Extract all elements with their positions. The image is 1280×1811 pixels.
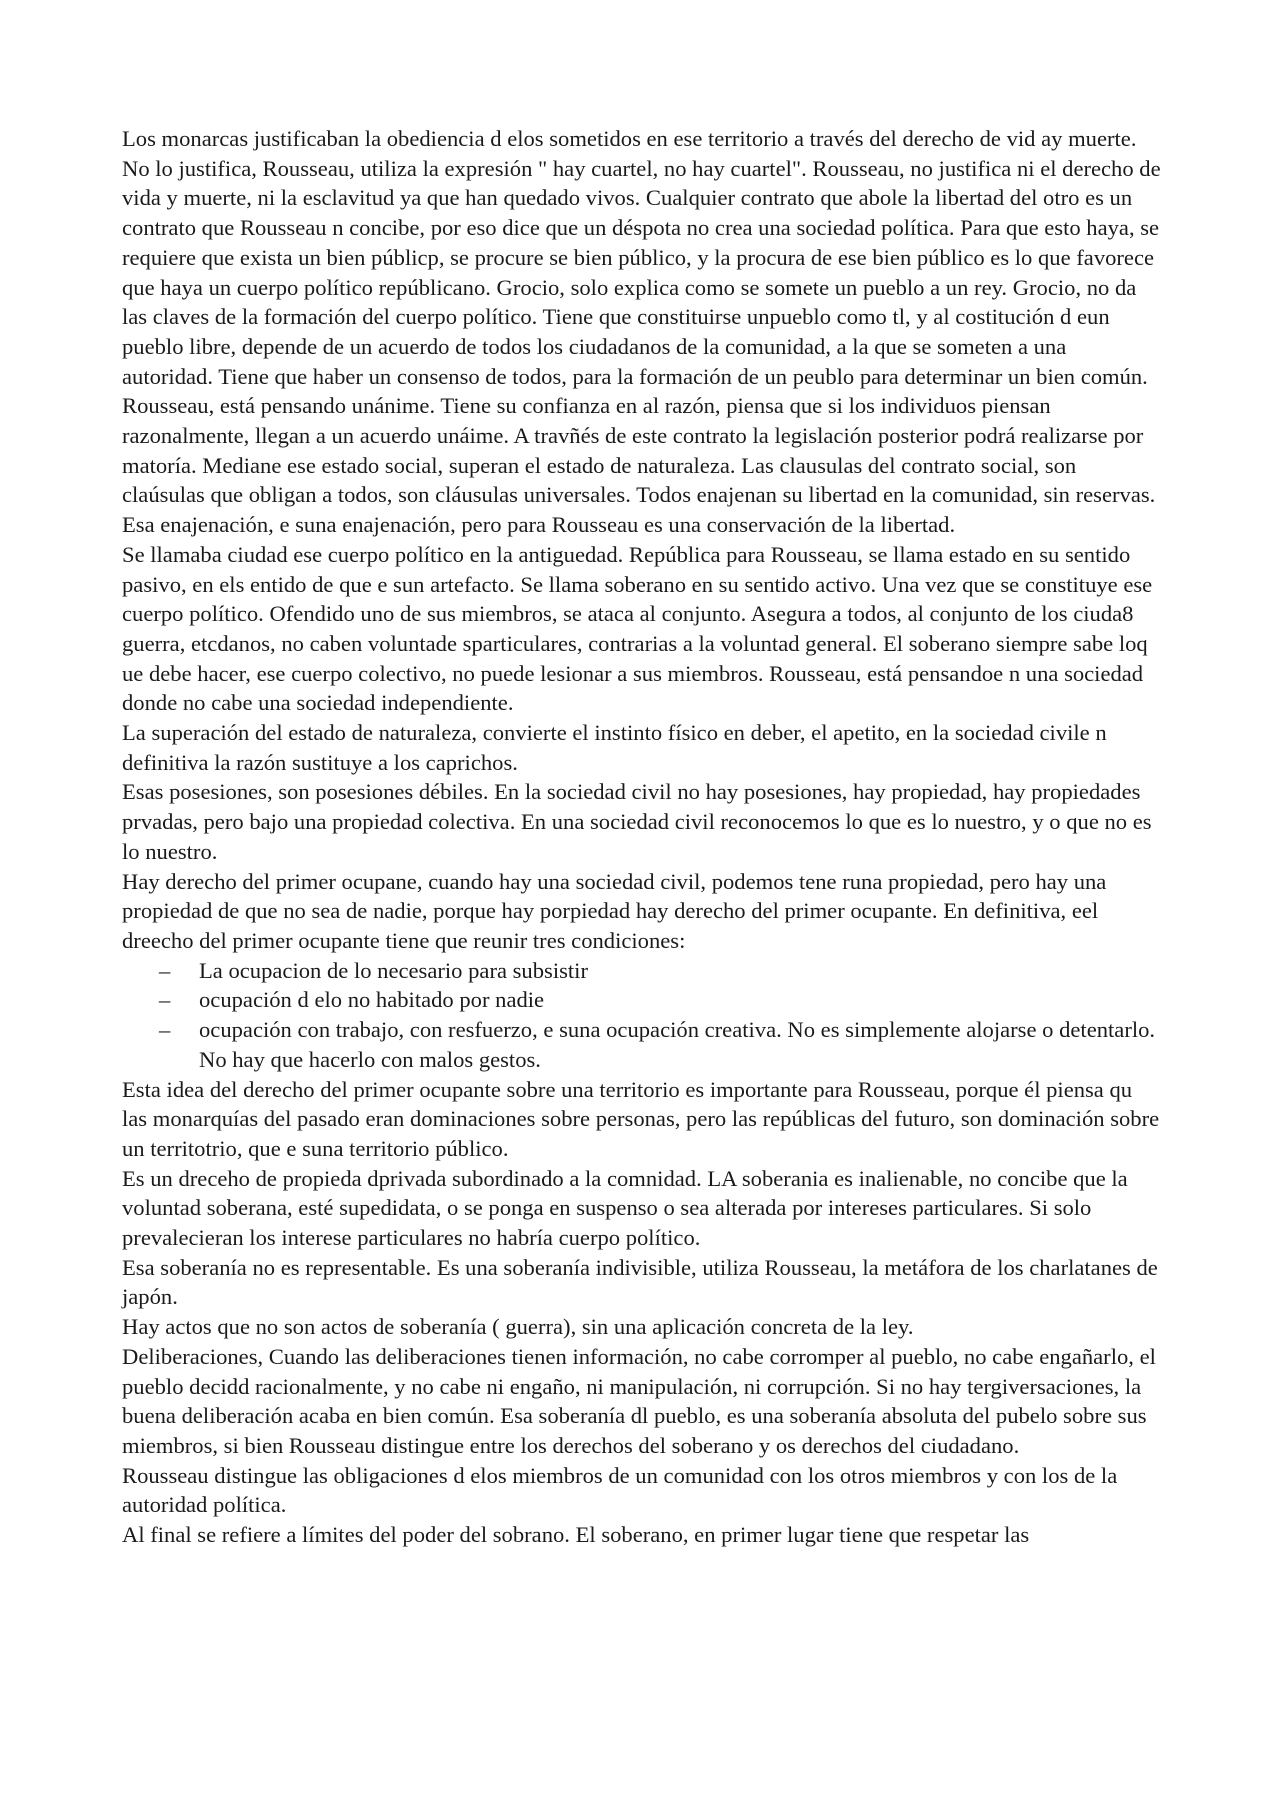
list-item: – ocupación d elo no habitado por nadie: [199, 985, 1162, 1015]
paragraph: Es un dreceho de propieda dprivada subordinado a la comnidad. LA soberania es inalienable, no concibe que la voluntad soberana, esté supedidata, o se ponga en suspenso o sea alterada por intereses particulares. Si solo prevalecieran los interese particulares no habría cuerpo político.: [122, 1165, 1128, 1251]
paragraph: Deliberaciones, Cuando las deliberaciones tienen información, no cabe corromper al pueblo, no cabe engañarlo, el pueblo decidd racionalmente, y no cabe ni engaño, ni manipulación, ni corrupción. Si no hay tergiversaciones, la buena deliberación acaba en bien común. Esa soberanía dl pueblo, es una soberanía absoluta del pubelo sobre sus miembros, si bien Rousseau distingue entre los derechos del soberano y os derechos del ciudadano.: [122, 1343, 1156, 1458]
paragraph: Esa soberanía no es representable. Es una soberanía indivisible, utiliza Rousseau, la metáfora de los charlatanes de japón.: [122, 1254, 1158, 1310]
paragraph: Al final se refiere a límites del poder del sobrano. El soberano, en primer lugar tiene que respetar las: [122, 1522, 1030, 1548]
paragraph: Se llamaba ciudad ese cuerpo político en la antiguedad. República para Rousseau, se llama estado en su sentido pasivo, en els entido de que e sun artefacto. Se llama soberano en su sentido activo. Una vez que se constituye ese cuerpo político. Ofendido uno de sus miembros, se ataca al conjunto. Asegura a todos, al conjunto de los ciuda8 guerra, etcdanos, no caben voluntade sparticulares, contrarias a la voluntad general. El soberano siempre sabe loq ue debe hacer, ese cuerpo colectivo, no puede lesionar a sus miembros. Rousseau, está pensandoe n una sociedad donde no cabe una sociedad independiente.: [122, 541, 1153, 716]
paragraph: Los monarcas justificaban la obediencia d elos sometidos en ese territorio a través del derecho de vid ay muerte. No lo justifica, Rousseau, utiliza la expresión " hay cuartel, no hay cuartel". Rousseau, no justifica ni el derecho de vida y muerte, ni la esclavitud ya que han quedado vivos. Cualquier contrato que abole la libertad del otro es un contrato que Rousseau n concibe, por eso dice que un déspota no crea una sociedad política. Para que esto haya, se requiere que exista un bien públicp, se procure se bien público, y la procura de ese bien público es lo que favorece que haya un cuerpo político repúblicano. Grocio, solo explica como se somete un pueblo a un rey. Grocio, no da las claves de la formación del cuerpo político. Tiene que constituirse unpueblo como tl, y al costitución d eun pueblo libre, depende de un acuerdo de todos los ciudadanos de la comunidad, a la que se someten a una autoridad. Tiene que haber un consenso de todos, para la formación de un peublo para determinar un bien común. Rousseau, está pensando unánime. Tiene su confianza en al razón, piensa que si los individuos piensan razonalmente, llegan a un acuerdo unáime. A travñés de este contrato la legislación posterior podrá realizarse por matoría. Mediane ese estado social, superan el estado de naturaleza. Las clausulas del contrato social, son claúsulas que obligan a todos, son cláusulas universales. Todos enajenan su libertad en la comunidad, sin reservas. Esa enajenación, e suna enajenación, pero para Rousseau es una conservación de la libertad.: [122, 126, 1161, 538]
paragraph: La superación del estado de naturaleza, convierte el instinto físico en deber, el apetito, en la sociedad civile n definitiva la razón sustituye a los caprichos.: [122, 720, 1107, 775]
document-page: [122, 124, 1162, 1550]
paragraph: Hay derecho del primer ocupane, cuando hay una sociedad civil, podemos tene runa propiedad, pero hay una propiedad de que no sea de nadie, porque hay porpiedad hay derecho del primer ocupante. En definitiva, eel dreecho del primer ocupante tiene que reunir tres condiciones:: [122, 868, 1107, 953]
conditions-list: [122, 956, 1162, 1075]
paragraph: Rousseau distingue las obligaciones d elos miembros de un comunidad con los otros miembros y con los de la autoridad política.: [122, 1462, 1118, 1518]
paragraph: Esta idea del derecho del primer ocupante sobre una territorio es importante para Rousseau, porque él piensa qu las monarquías del pasado eran dominaciones sobre personas, pero las repúblicas del futuro, son dominación sobre un territotrio, que e suna territorio público.: [122, 1076, 1160, 1161]
list-item: – ocupación con trabajo, con resfuerzo, e suna ocupación creativa. No es simplemente alojarse o detentarlo. No hay que hacerlo con malos gestos.: [199, 1015, 1162, 1074]
paragraph: Hay actos que no son actos de soberanía ( guerra), sin una aplicación concreta de la ley.: [122, 1314, 914, 1340]
list-item: – La ocupacion de lo necesario para subsistir: [199, 956, 1162, 986]
paragraph: Esas posesiones, son posesiones débiles. En la sociedad civil no hay posesiones, hay propiedad, hay propiedades prvadas, pero bajo una propiedad colectiva. En una sociedad civil reconocemos lo que es lo nuestro, y o que no es lo nuestro.: [122, 779, 1152, 864]
